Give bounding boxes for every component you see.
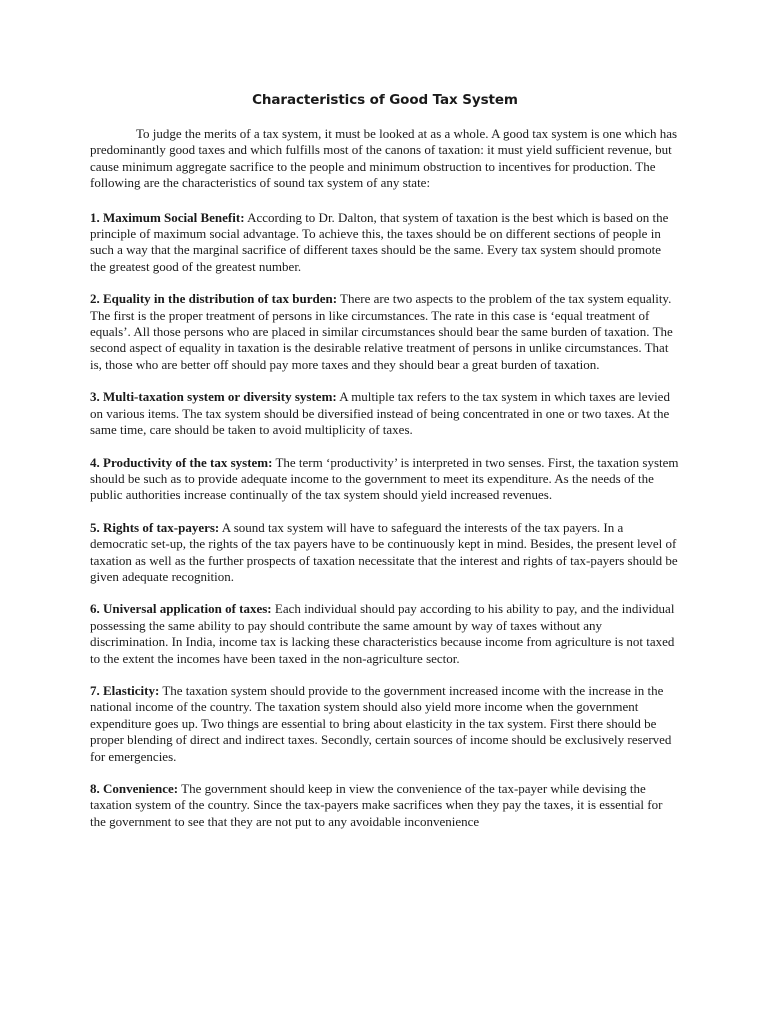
section-text: Each individual should pay according to his ability to pay, and the individual possessing the same ability to pay should contribute the same amount by way of taxes without any discrimination. In India, income tax is lacking these characteristics because income from agriculture is not taxed to the extent the incomes have been taxed in the non-agriculture sector. [90,601,675,666]
section-heading: 2. Equality in the distribution of tax burden: [90,291,338,307]
section-heading: 1. Maximum Social Benefit: [90,209,245,225]
section-2 [90,291,680,373]
section-text: A multiple tax refers to the tax system in which taxes are levied on various items. The tax system should be diversified instead of being concentrated in one or two taxes. At the same time, care should be taken to avoid multiplicity of taxes. [90,389,670,438]
section-1 [90,210,680,276]
section-text: The government should keep in view the convenience of the tax-payer while devising the taxation system of the country. Since the tax-payers make sacrifices when they pay the taxes, it is essential for the government to see that they are not put to any avoidable inconvenience [90,781,663,829]
section-5 [90,520,680,586]
section-heading: 4. Productivity of the tax system: [90,454,273,470]
section-4 [90,455,680,504]
section-heading: 6. Universal application of taxes: [90,601,272,617]
section-heading: 3. Multi-taxation system or diversity system: [90,389,337,405]
section-3 [90,389,680,438]
section-heading: 5. Rights of tax-payers: [90,519,220,535]
document-title: Characteristics of Good Tax System [252,92,518,108]
section-heading: 8. Convenience: [90,781,179,796]
document-page [90,92,680,846]
section-text: The term ‘productivity’ is interpreted in two senses. First, the taxation system should be such as to provide adequate income to the government to meet its expenditure. As the needs of the public authorities increase continually of the tax system should yield increased revenues. [90,454,679,503]
section-heading: 7. Elasticity: [90,682,160,698]
section-8 [90,781,680,830]
section-text: According to Dr. Dalton, that system of taxation is the best which is based on the principle of maximum social advantage. To achieve this, the taxes should be on different sections of people in such a way that the marginal sacrifice of different taxes should be the same. Every tax system should promote the greatest good of the greatest number. [90,209,669,274]
section-6 [90,601,680,667]
section-text: There are two aspects to the problem of the tax system equality. The first is the proper treatment of persons in like circumstances. The rate in this case is ‘equal treatment of equals’. All those persons who are placed in similar circumstances should bear the same burden of taxation. The second aspect of equality in taxation is the desirable relative treatment of persons in unlike circumstances. That is, those who are better off should pay more taxes and they should bear a great burden of taxation. [90,291,673,372]
section-text: The taxation system should provide to the government increased income with the increase in the national income of the country. The taxation system should also yield more income when the government expenditure goes up. Two things are essential to bring about elasticity in the tax system. First there should be proper blending of direct and indirect taxes. Secondly, certain sources of income should be exclusively reserved for emergencies. [90,682,672,764]
section-text: A sound tax system will have to safeguard the interests of the tax payers. In a democratic set-up, the rights of the tax payers have to be continuously kept in mind. Besides, the present level of taxation as well as the further prospects of taxation necessitate that the interest and rights of tax-payers should be given adequate recognition. [90,519,678,584]
section-7 [90,683,680,765]
intro-paragraph: To judge the merits of a tax system, it must be looked at as a whole. A good tax system is one which has predominantly good taxes and which fulfills most of the canons of taxation: it must yield sufficient revenue, but cause minimum aggregate sacrifice to the people and minimum obstruction to incentives for production. The following are the characteristics of sound tax system of any state: [90,126,678,191]
